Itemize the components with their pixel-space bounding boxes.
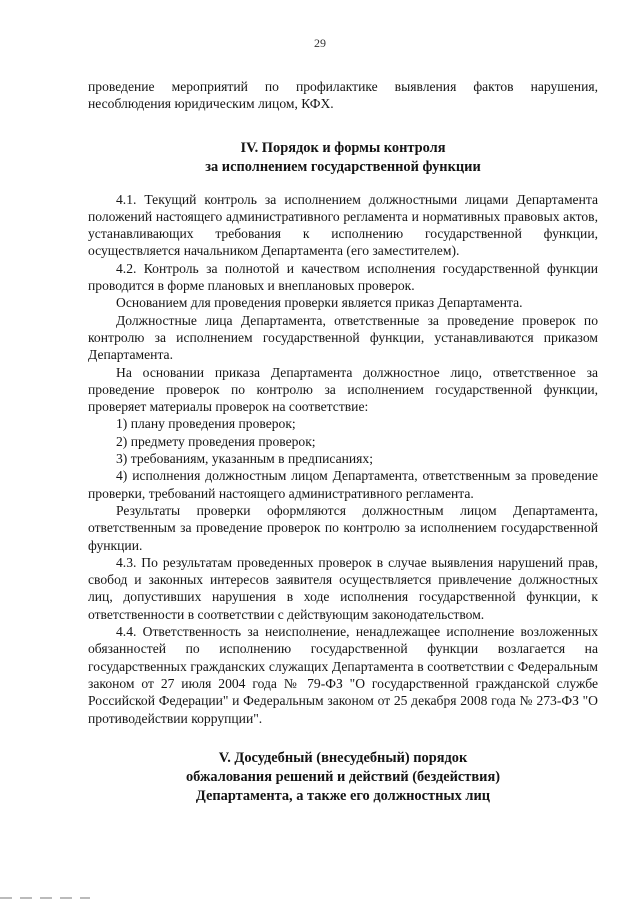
section-5-title-line-2: обжалования решений и действий (бездействия) (185, 768, 501, 785)
paragraph-officials: Должностные лица Департамента, ответственные за проведение проверок по контролю за исполнением государственной функции, устанавливаются приказом Департамента. (88, 312, 598, 363)
paragraph-4-1: 4.1. Текущий контроль за исполнением должностными лицами Департамента положений настоящего административного регламента и нормативных правовых актов, устанавливающих требования к исполнению государственной функции, осуществляется начальником Департамента (его заместителем). (88, 191, 598, 259)
list-item-2: 2) предмету проведения проверок; (116, 433, 316, 449)
section-5-title-line-3: Департамента, а также его должностных лиц (195, 787, 491, 804)
page-content (88, 78, 598, 806)
paragraph-results: Результаты проверки оформляются должностным лицом Департамента, ответственным за проведение проверок по контролю за исполнением государственной функции. (88, 502, 598, 553)
list-item-3: 3) требованиям, указанным в предписаниях; (116, 451, 373, 467)
list-item-1: 1) плану проведения проверок; (116, 416, 296, 432)
section-4-title-line-1: IV. Порядок и формы контроля (240, 139, 446, 156)
paragraph-4-4: 4.4. Ответственность за неисполнение, ненадлежащее исполнение возложенных обязанностей по исполнению государственной функции возлагается на государственных гражданских служащих Департамента в соответствии с Федеральным законом от 27 июля 2004 года № 79-ФЗ "О государственной гражданской службе Российской Федерации" и Федеральным законом от 25 декабря 2008 года № 273-ФЗ "О противодействии коррупции". (88, 624, 598, 726)
paragraph-basis: Основанием для проведения проверки является приказ Департамента. (116, 295, 523, 311)
scan-artifact-mark (0, 897, 90, 899)
list-item-4: 4) исполнения должностным лицом Департамента, ответственным за проведение проверки, требований настоящего административного регламента. (88, 468, 598, 501)
intro-paragraph: проведение мероприятий по профилактике выявления фактов нарушения, несоблюдения юридическим лицом, КФХ. (88, 79, 598, 112)
page-number: 29 (314, 36, 326, 50)
section-4-title-line-2: за исполнением государственной функции (205, 158, 481, 175)
paragraph-4-2: 4.2. Контроль за полнотой и качеством исполнения государственной функции проводится в форме плановых и внеплановых проверок. (88, 260, 598, 294)
paragraph-4-3: 4.3. По результатам проведенных проверок в случае выявления нарушений прав, свобод и законных интересов заявителя осуществляется привлечение должностных лиц, допустивших нарушения в ходе исполнения государственной функции, к ответственности в соответствии с действующим законодательством. (88, 554, 598, 622)
paragraph-on-basis: На основании приказа Департамента должностное лицо, ответственное за проведение проверок по контролю за исполнением государственной функции, проверяет материалы проверок на соответствие: (88, 364, 598, 415)
section-5-title-line-1: V. Досудебный (внесудебный) порядок (218, 749, 468, 766)
